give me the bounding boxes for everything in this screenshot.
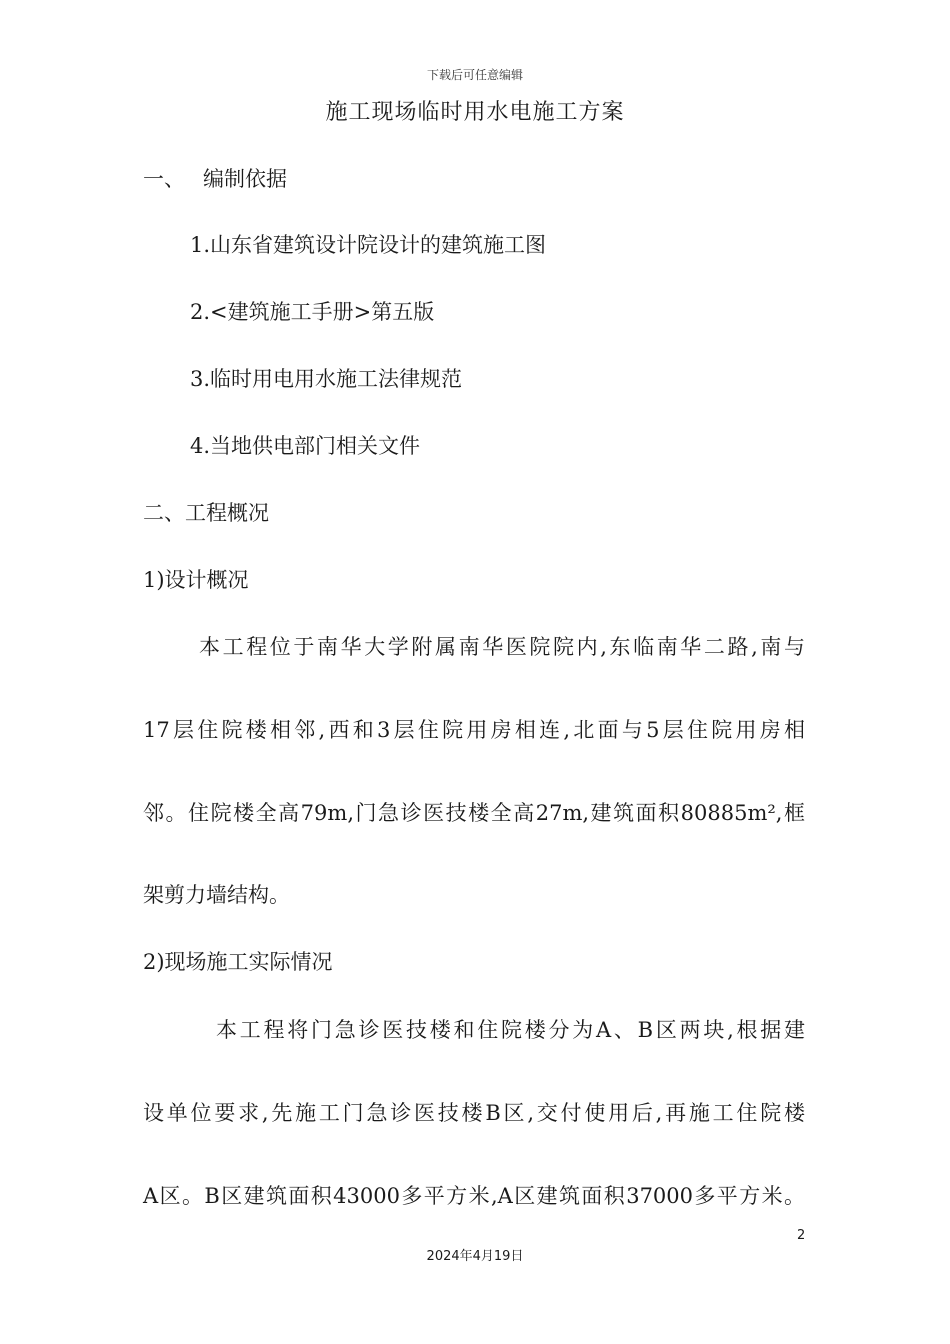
section-1-heading: 编制依据 [203, 167, 287, 191]
document-title: 施工现场临时用水电施工方案 [325, 100, 625, 125]
paragraph-1-line-3: 邻。住院楼全高79m,门急诊医技楼全高27m,建筑面积80885m²,框 [143, 801, 805, 825]
basis-item-3: 3.临时用电用水施工法律规范 [190, 367, 463, 391]
footer-date: 2024年4月19日 [426, 1249, 524, 1264]
paragraph-2-line-2: 设单位要求,先施工门急诊医技楼B区,交付使用后,再施工住院楼 [143, 1101, 805, 1125]
subsection-1-heading: 1)设计概况 [143, 568, 249, 592]
paragraph-2-line-3: A区。B区建筑面积43000多平方米,A区建筑面积37000多平方米。 [143, 1184, 805, 1208]
basis-item-2: 2.<建筑施工手册>第五版 [190, 300, 435, 324]
paragraph-1-line-1: 本工程位于南华大学附属南华医院院内,东临南华二路,南与 [199, 635, 805, 659]
page-header: 下载后可任意编辑 [426, 68, 523, 82]
section-1-number: 一、 [143, 167, 185, 191]
section-2-heading: 二、工程概况 [143, 501, 269, 525]
basis-item-1: 1.山东省建筑设计院设计的建筑施工图 [190, 233, 547, 257]
paragraph-2-line-1: 本工程将门急诊医技楼和住院楼分为A、B区两块,根据建 [216, 1018, 805, 1042]
paragraph-1-line-2: 17层住院楼相邻,西和3层住院用房相连,北面与5层住院用房相 [143, 718, 805, 742]
page-number: 2 [797, 1228, 806, 1243]
paragraph-1-line-4: 架剪力墙结构。 [143, 883, 290, 907]
basis-item-4: 4.当地供电部门相关文件 [190, 434, 421, 458]
subsection-2-heading: 2)现场施工实际情况 [143, 950, 333, 974]
